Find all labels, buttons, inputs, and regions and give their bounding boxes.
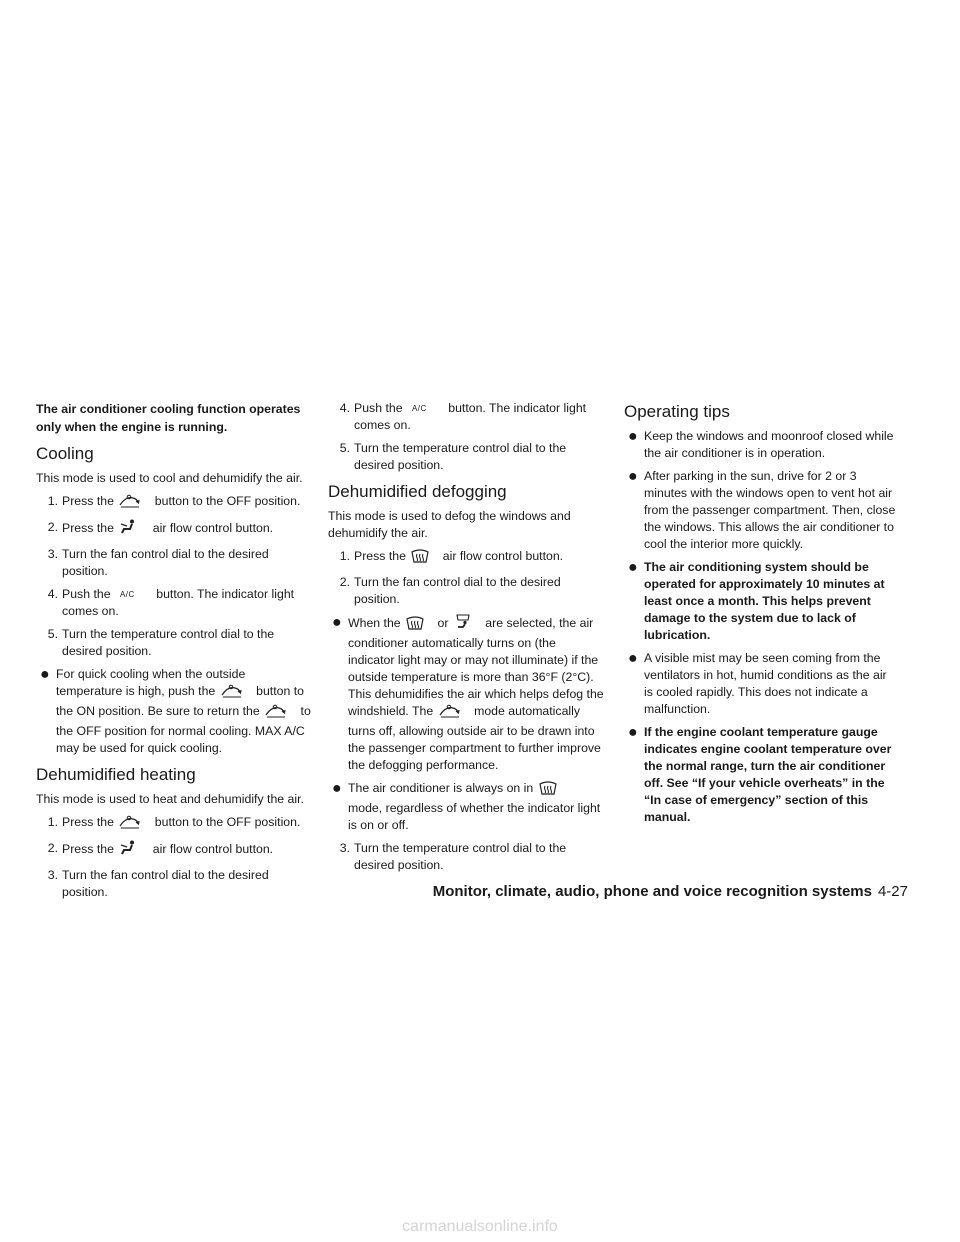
air-recirculation-icon (265, 704, 287, 723)
defog-step-2: 2. Turn the fan control dial to the desired position. (339, 575, 561, 606)
cooling-step-2: 2. Press the air flow control button. (36, 519, 314, 540)
ac-button-icon: A/C (411, 404, 427, 413)
cooling-description: This mode is used to cool and dehumidify the air. (36, 471, 303, 485)
heading-dehumidified-heating: Dehumidified heating (36, 765, 196, 784)
cooling-step-1: 1. Press the button to the OFF position. (36, 493, 314, 513)
front-defrost-icon (411, 549, 429, 568)
column-middle (328, 400, 604, 880)
air-recirculation-icon (439, 704, 461, 723)
heading-cooling: Cooling (36, 444, 94, 463)
tip-item: ● After parking in the sun, drive for 2 or 3 minutes with the windows open to vent hot air from the passenger compartment. Then, close the windows. This allows the air conditioner to cool the interior more quickly. (628, 468, 896, 551)
cooling-step-3: 3. Turn the fan control dial to the desired position. (47, 547, 269, 578)
tip-item: ● If the engine coolant temperature gauge indicates engine coolant temperature over the normal range, turn the air conditioner off. See “If your vehicle overheats” in the “In case of emergency” section of this manual. (628, 724, 892, 824)
defog-step-1: 1. Press the air flow control button. (328, 548, 604, 568)
defog-bullet-always-on: ● The air conditioner is always on in mode, regardless of whether the indicator light is on or off. (332, 780, 601, 832)
defog-description: This mode is used to defog the windows and dehumidify the air. (328, 509, 571, 540)
front-defrost-icon (539, 781, 557, 800)
ac-button-icon: A/C (119, 590, 135, 599)
foot-defrost-icon (454, 614, 472, 635)
page-number: 4-27 (877, 883, 908, 900)
air-recirculation-icon (119, 494, 141, 513)
heating-step-5: 5. Turn the temperature control dial to the desired position. (339, 441, 567, 472)
defog-step-3: 3. Turn the temperature control dial to the desired position. (339, 841, 567, 872)
tip-item: ● A visible mist may be seen coming from the ventilators in hot, humid conditions as the air is cooled rapidly. This does not indicate a malfunction. (628, 650, 887, 716)
intro-warning: The air conditioner cooling function operates only when the engine is running. (36, 402, 301, 434)
tip-item: ● Keep the windows and moonroof closed while the air conditioner is in operation. (628, 428, 894, 460)
heating-step-1: 1. Press the button to the OFF position. (36, 814, 314, 834)
watermark: carmanualsonline.info (402, 1218, 558, 1235)
foot-mode-icon (119, 840, 139, 861)
heating-step-4: 4. Push the A/C button. The indicator light comes on. (339, 401, 587, 432)
defog-bullet-auto-ac: ● When the or are selected, the air conditioner automatically turns on (the indicator light may or may not illuminate) if the outside temperature is more than 36°F (2°C). This dehumidifies the air which helps defog the windshield. The mode automatically turns off, allowing outside air to be drawn into the passenger compartment to further improve the defogging performance. (332, 614, 604, 772)
heating-step-2: 2. Press the air flow control button. (36, 840, 314, 861)
heading-dehumidified-defogging: Dehumidified defogging (328, 482, 507, 501)
column-left (36, 400, 314, 907)
cooling-bullet-quick: ● For quick cooling when the outside temperature is high, push the button to the ON position. Be sure to return the to the OFF position for normal cooling. MAX A/C may be used for quick cooling. (40, 666, 311, 755)
air-recirculation-icon (119, 815, 141, 834)
air-recirculation-icon (221, 684, 243, 703)
cooling-step-4: 4. Push the A/C button. The indicator light comes on. (47, 587, 295, 618)
front-defrost-icon (406, 616, 424, 635)
cooling-step-5: 5. Turn the temperature control dial to the desired position. (47, 627, 275, 658)
heading-operating-tips: Operating tips (624, 402, 730, 421)
page-footer (433, 883, 908, 900)
foot-mode-icon (119, 519, 139, 540)
heating-step-3: 3. Turn the fan control dial to the desired position. (47, 868, 269, 899)
tip-item: ● The air conditioning system should be operated for approximately 10 minutes at least once a month. This helps prevent damage to the system due to lack of lubrication. (628, 559, 885, 642)
column-right (624, 400, 896, 832)
heating-description: This mode is used to heat and dehumidify the air. (36, 792, 304, 806)
section-title: Monitor, climate, audio, phone and voice recognition systems (432, 883, 872, 900)
